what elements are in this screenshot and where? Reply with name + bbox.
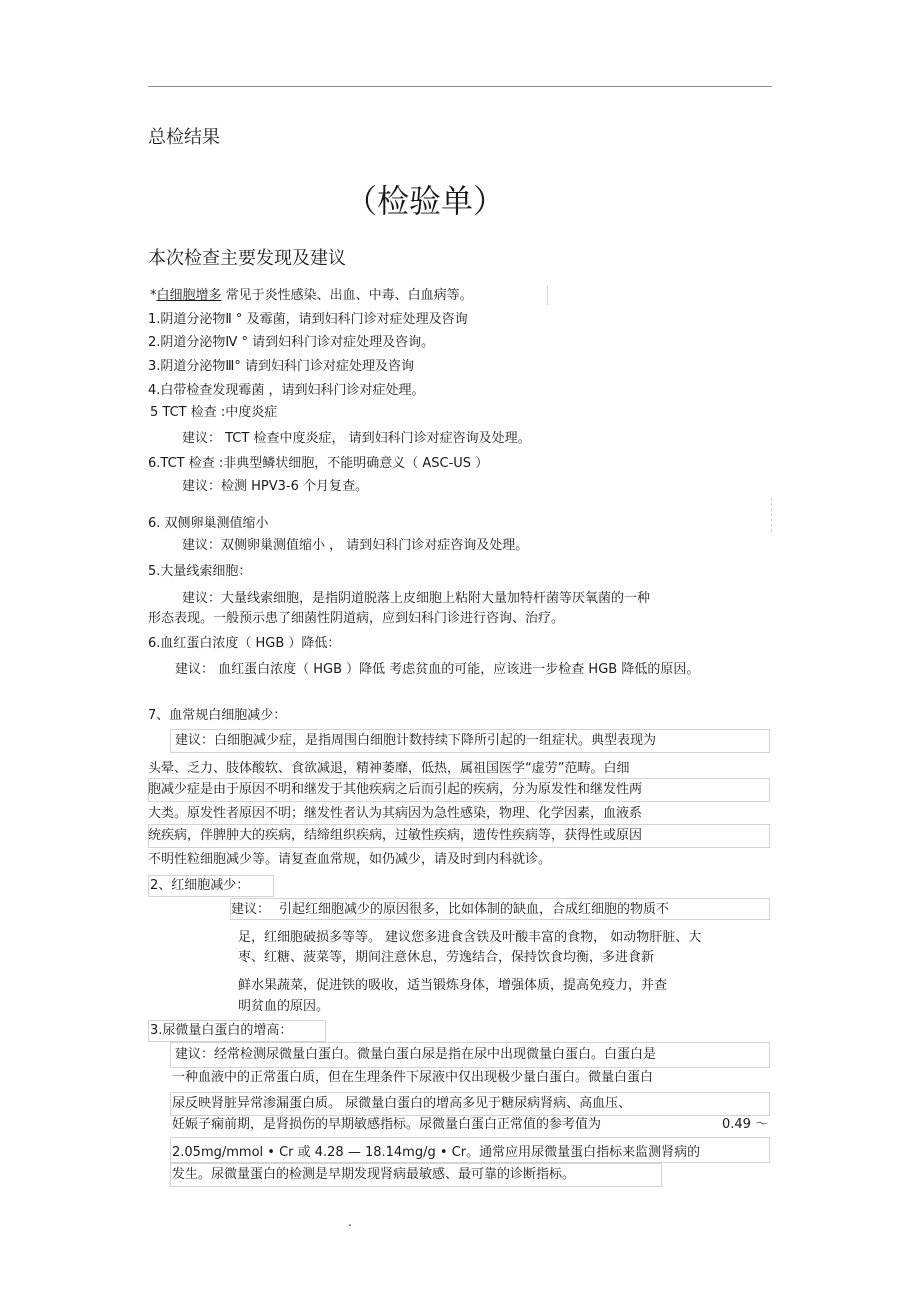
finding-leuko-advice-4: 大类。原发性者原因不明；继发性者认为其病因为急性感染，物理、化学因素，血液系 xyxy=(148,806,643,821)
finding-line-5-advice: 建议： TCT 检查中度炎症， 请到妇科门诊对症咨询及处理。 xyxy=(182,431,531,446)
finding-malb-advice-6: 发生。尿微量蛋白的检测是早期发现肾病最敏感、最可靠的诊断指标。 xyxy=(172,1167,576,1182)
finding-rbc: 2、红细胞减少： xyxy=(150,878,250,893)
finding-line-3: 3.阴道分泌物Ⅲ° 请到妇科门诊对症处理及咨询 xyxy=(148,359,414,374)
finding-leuko-advice-2: 头晕、乏力、肢体酸软、食欲减退，精神萎靡，低热，属祖国医学“虚劳”范畴。白细 xyxy=(148,761,630,776)
finding-malb-advice-4: 妊娠子痫前期，是肾损伤的早期敏感指标。尿微量白蛋白正常值的参考值为 xyxy=(172,1117,602,1132)
finding-rbc-advice-3: 枣、红糖、菠菜等，期间注意休息，劳逸结合，保持饮食均衡，多进食新 xyxy=(238,950,655,965)
finding-rbc-advice-2: 足，红细胞破损多等等。 建议您多进食含铁及叶酸丰富的食物， 如动物肝脏、大 xyxy=(238,930,702,945)
finding-rbc-advice-1: 引起红细胞减少的原因很多，比如体制的缺血，合成红细胞的物质不 xyxy=(279,902,670,917)
finding-line-4: 4.白带检查发现霉菌 ，请到妇科门诊对症处理。 xyxy=(148,383,425,398)
finding-leuko-advice-5: 统疾病，伴脾肿大的疾病，结缔组织疾病，过敏性疾病，遗传性疾病等，获得性或原因 xyxy=(148,828,643,843)
main-title: （检验单） xyxy=(345,182,506,220)
finding-line-6: 6.TCT 检查 :非典型鳞状细胞，不能明确意义（ ASC-US ） xyxy=(148,456,489,471)
section-title: 总检结果 xyxy=(148,127,220,148)
finding-ovary-advice: 建议：双侧卵巢测值缩小 ， 请到妇科门诊对症咨询及处理。 xyxy=(182,538,529,553)
finding-wbc-prefix: * xyxy=(150,288,157,303)
finding-clue-advice-2: 形态表现。一般预示患了细菌性阴道病，应到妇科门诊进行咨询、治疗。 xyxy=(148,611,565,626)
finding-malb-advice-5: 2.05mg/mmol • Cr 或 4.28 — 18.14mg/g • Cr。通常应用尿微量蛋白指标来监测肾病的 xyxy=(172,1145,701,1160)
subtitle: 本次检查主要发现及建议 xyxy=(148,248,346,269)
finding-wbc xyxy=(150,288,473,304)
finding-leuko-advice-1: 建议：白细胞减少症，是指周围白细胞计数持续下降所引起的一组症状。典型表现为 xyxy=(175,733,657,748)
finding-hgb: 6.血红蛋白浓度（ HGB ）降低： xyxy=(148,636,341,651)
header-rule xyxy=(148,86,772,87)
finding-line-5: 5 TCT 检查 :中度炎症 xyxy=(150,405,278,420)
finding-line-6-advice: 建议：检测 HPV3-6 个月复查。 xyxy=(182,479,369,494)
finding-leuko-advice-3: 胞减少症是由于原因不明和继发于其他疾病之后而引起的疾病，分为原发性和继发性两 xyxy=(148,782,643,797)
footer-mark: . xyxy=(348,1215,352,1229)
finding-ovary: 6. 双侧卵巢测值缩小 xyxy=(148,516,269,531)
finding-clue: 5.大量线索细胞： xyxy=(148,564,252,579)
finding-wbc-name: 白细胞增多 xyxy=(156,288,222,303)
finding-line-2: 2.阴道分泌物Ⅳ ° 请到妇科门诊对症处理及咨询。 xyxy=(148,335,435,350)
finding-malb-advice-1: 建议：经常检测尿微量白蛋白。微量白蛋白尿是指在尿中出现微量白蛋白。白蛋白是 xyxy=(175,1047,657,1062)
finding-malb-reference-value: 0.49 ～ xyxy=(722,1117,769,1132)
finding-clue-advice-1: 建议：大量线索细胞，是指阴道脱落上皮细胞上粘附大量加特杆菌等厌氧菌的一种 xyxy=(182,591,651,606)
finding-malb: 3.尿微量白蛋白的增高： xyxy=(150,1023,293,1038)
finding-rbc-advice-5: 明贫血的原因。 xyxy=(238,999,330,1014)
finding-malb-advice-3: 尿反映肾脏异常渗漏蛋白质。 尿微量白蛋白的增高多见于糖尿病肾病、高血压、 xyxy=(172,1096,632,1111)
finding-line-1: 1.阴道分泌物Ⅱ ° 及霉菌，请到妇科门诊对症处理及咨询 xyxy=(148,312,468,327)
field-divider xyxy=(771,498,772,532)
finding-hgb-advice: 建议： 血红蛋白浓度（ HGB ）降低 考虑贫血的可能，应该进一步检查 HGB 降低的原因。 xyxy=(175,662,700,677)
finding-rbc-label: 建议： xyxy=(231,902,271,917)
finding-leuko: 7、血常规白细胞减少： xyxy=(148,708,287,723)
finding-malb-advice-2: 一种血液中的正常蛋白质，但在生理条件下尿液中仅出现极少量白蛋白。微量白蛋白 xyxy=(172,1070,654,1085)
finding-rbc-advice-4: 鲜水果蔬菜，促进铁的吸收，适当锻炼身体，增强体质，提高免疫力，并查 xyxy=(238,978,668,993)
finding-leuko-advice-6: 不明性粒细胞减少等。请复查血常规，如仍减少，请及时到内科就诊。 xyxy=(148,852,552,867)
finding-wbc-text: 常见于炎性感染、出血、中毒、白血病等。 xyxy=(225,288,473,303)
